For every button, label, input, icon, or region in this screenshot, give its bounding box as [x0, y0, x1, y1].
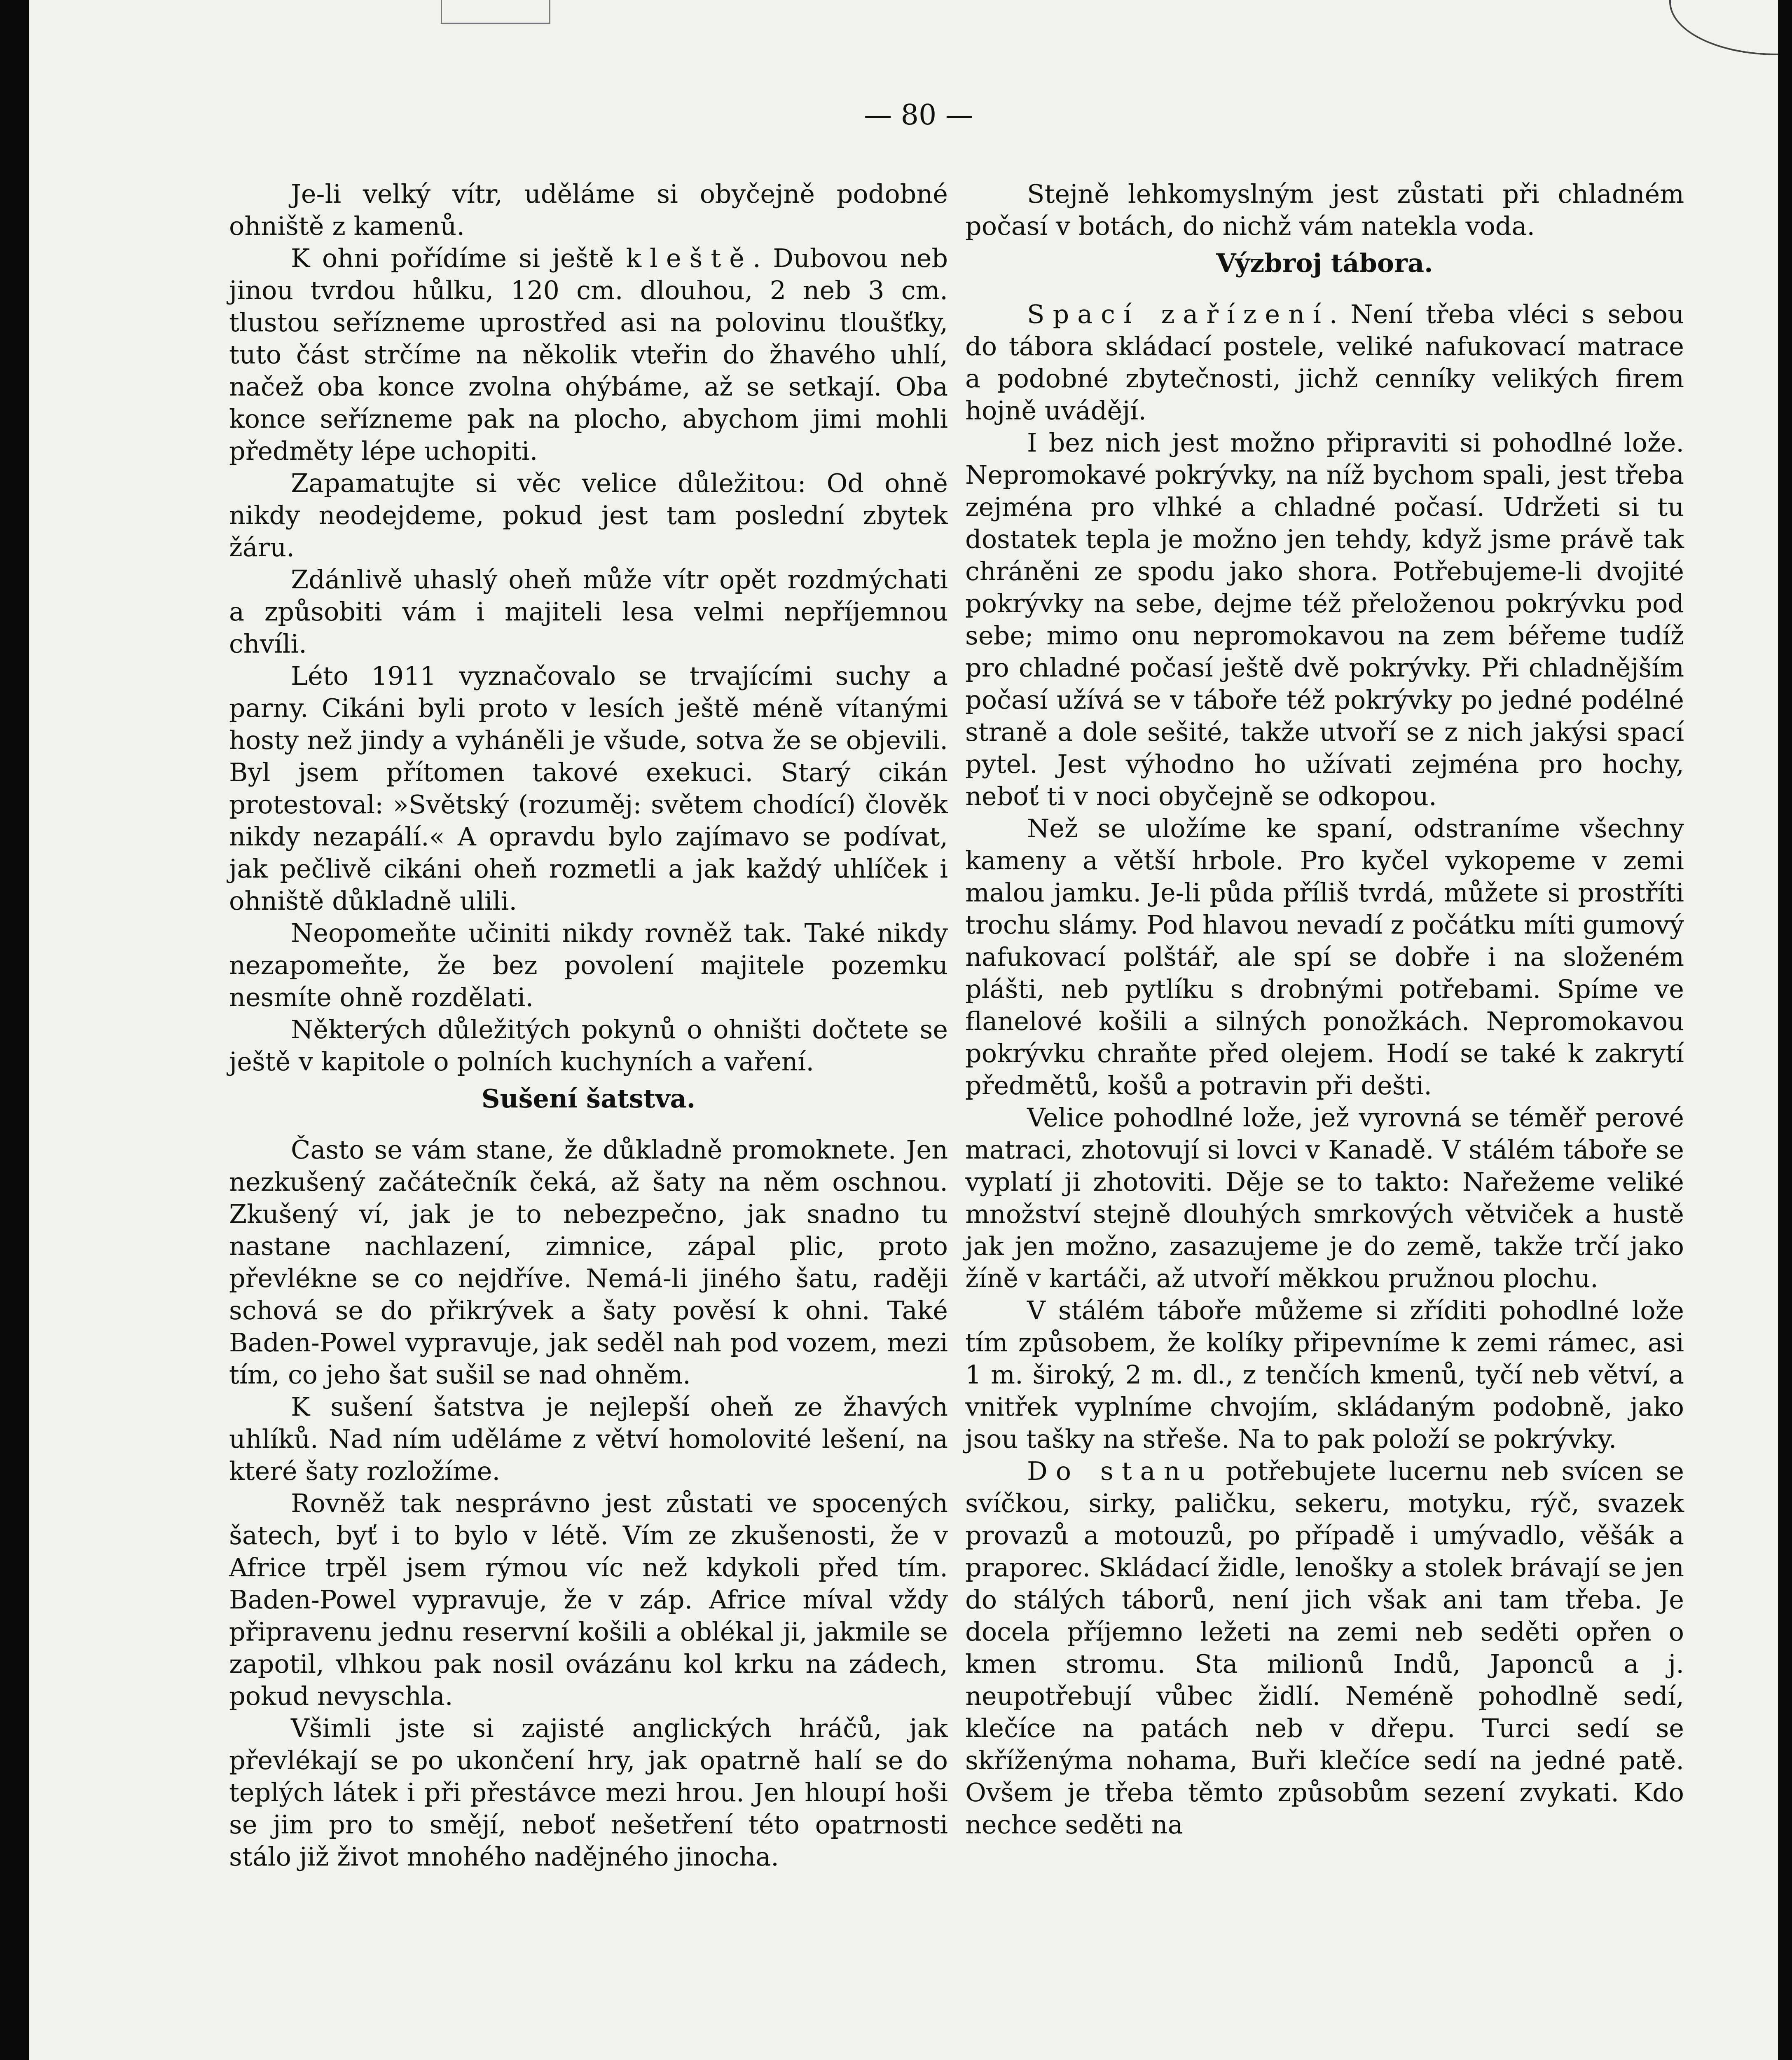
spaced-term: kleště — [626, 243, 753, 273]
page-number: — 80 — — [864, 99, 973, 131]
paragraph: I bez nich jest možno připraviti si pohodlné lože. Nepromokavé pokrývky, na níž bychom spali, jest třeba zejména pro vlhké a chladné počasí. Udržeti si tu dostatek tepla je možno jen tehdy, když jsme právě tak chráněni ze spodu jako shora. Potřebujeme-li dvojité pokrývky na sebe, dejme též přeloženou pokrývku pod sebe; mimo onu nepromokavou na zem béřeme tudíž pro chladné počasí ještě dvě pokrývky. Při chladnějším počasí užívá se v táboře též pokrývky po jedné podélné straně a dole sešité, takže utvoří se z nich jakýsi spací pytel. Jest výhodno ho užívati zejména pro hochy, neboť ti v noci obyčejně se odkopou. — [965, 428, 1684, 811]
paragraph: Neopomeňte učiniti nikdy rovněž tak. Také nikdy nezapomeňte, že bez povolení majitele pozemku nesmíte ohně rozdělati. — [229, 918, 948, 1012]
scan-border-left — [0, 0, 29, 2060]
text-run: K ohni pořídíme si ještě — [291, 243, 626, 273]
page-clip-mark — [441, 0, 550, 24]
left-column — [229, 178, 948, 1873]
paragraph — [229, 242, 948, 467]
spaced-term: Spací zařízení — [1027, 299, 1329, 329]
section-heading: Sušení šatstva. — [481, 1084, 696, 1114]
paragraph: Všimli jste si zajisté anglických hráčů, jak převlékají se po ukončení hry, jak opatrně halí se do teplých látek i při přestávce mezi hrou. Jen hloupí hoši se jim pro to smějí, neboť nešetření této opatrnosti stálo již život mnohého nadějného jinocha. — [229, 1713, 948, 1872]
paragraph: Často se vám stane, že důkladně promoknete. Jen nezkušený začátečník čeká, až šaty na něm oschnou. Zkušený ví, jak je to nebezpečno, jak snadno tu nastane nachlazení, zimnice, zápal plic, proto převlékne se co nejdříve. Nemá-li jiného šatu, raději schová se do přikrývek a šaty pověsí k ohni. Také Baden-Powel vypravuje, jak seděl nah pod vozem, mezi tím, co jeho šat sušil se nad ohněm. — [229, 1135, 948, 1390]
paragraph: Než se uložíme ke spaní, odstraníme všechny kameny a větší hrbole. Pro kyčel vykopeme v zemi malou jamku. Je-li půda příliš tvrdá, můžete si prostříti trochu slámy. Pod hlavou nevadí z počátku míti gumový nafukovací polštář, ale spí se dobře i na složeném plášti, neb pytlíku s drobnými potřebami. Spíme ve flanelové košili a silných ponožkách. Nepromokavou pokrývku chraňte před olejem. Hodí se také k zakrytí předmětů, košů a potravin při dešti. — [965, 813, 1684, 1100]
text-run: . Dubovou neb jinou tvrdou hůlku, 120 cm. dlouhou, 2 neb 3 cm. tlustou seřízneme uprostřed asi na polovinu tloušťky, tuto část strčíme na několik vteřin do žhavého uhlí, načež oba konce zvolna ohýbáme, až se setkají. Oba konce seřízneme pak na plocho, abychom jimi mohli předměty lépe uchopiti. — [229, 243, 948, 466]
page-corner-curl — [1669, 0, 1778, 55]
paragraph: Léto 1911 vyznačovalo se trvajícími suchy a parny. Cikáni byli proto v lesích ještě méně vítanými hosty než jindy a vyháněli je všude, sotva že se objevili. Byl jsem přítomen takové exekuci. Starý cikán protestoval: »Světský (rozuměj: světem chodící) člověk nikdy nezapálí.« A opravdu bylo zajímavo se podívat, jak pečlivě cikáni oheň rozmetli a jak každý uhlíček i ohniště důkladně ulili. — [229, 661, 948, 916]
paragraph: Zapamatujte si věc velice důležitou: Od ohně nikdy neodejdeme, pokud jest tam poslední zbytek žáru. — [229, 468, 948, 562]
paragraph: K sušení šatstva je nejlepší oheň ze žhavých uhlíků. Nad ním uděláme z větví homolovité lešení, na které šaty rozložíme. — [229, 1392, 948, 1486]
paragraph: Je-li velký vítr, uděláme si obyčejně podobné ohniště z kamenů. — [229, 179, 948, 241]
text-run: . Není třeba vléci s sebou do tábora skládací postele, veliké nafukovací matrace a podobné zbytečnosti, jichž cenníky velikých firem hojně uvádějí. — [965, 299, 1684, 426]
paragraph — [965, 298, 1684, 427]
section-heading: Výzbroj tábora. — [1216, 248, 1433, 278]
spaced-term: Do stanu — [1027, 1456, 1213, 1486]
paragraph: Některých důležitých pokynů o ohništi dočtete se ještě v kapitole o polních kuchyních a vaření. — [229, 1014, 948, 1077]
text-run: potřebujete lucernu neb svícen se svíčkou, sirky, paličku, sekeru, motyku, rýč, svazek provazů a motouzů, po případě i umývadlo, věšák a praporec. Skládací židle, lenošky a stolek brávají se jen do stálých táborů, není jich však ani tam třeba. Je docela příjemno ležeti na zemi neb seděti opřen o kmen stromu. Sta milionů Indů, Japonců a j. neupotřebují vůbec židlí. Neméně pohodlně sedí, klečíce na patách neb v dřepu. Turci sedí se skříženýma nohama, Buři klečíce sedí na jedné patě. Ovšem je třeba těmto způsobům sezení zvykati. Kdo nechce seděti na — [965, 1456, 1684, 1840]
paragraph: Velice pohodlné lože, jež vyrovná se téměř perové matraci, zhotovují si lovci v Kanadě. V stálém táboře se vyplatí ji zhotoviti. Děje se to takto: Nařežeme veliké množství stejně dlouhých smrkových větviček a hustě jak jen možno, zasazujeme je do země, takže trčí jako žíně v kartáči, až utvoří měkkou pružnou plochu. — [965, 1103, 1684, 1293]
paragraph: Rovněž tak nesprávno jest zůstati ve spocených šatech, byť i to bylo v létě. Vím ze zkušenosti, že v Africe trpěl jsem rýmou víc než kdykoli před tím. Baden-Powel vypravuje, že v záp. Africe míval vždy připravenu jednu reservní košili a oblékal ji, jakmile se zapotil, vlhkou pak nosil ovázánu kol krku na zádech, pokud nevyschla. — [229, 1488, 948, 1711]
right-column — [965, 178, 1684, 1841]
paragraph: Zdánlivě uhaslý oheň může vítr opět rozdmýchati a způsobiti vám i majiteli lesa velmi nepříjemnou chvíli. — [229, 564, 948, 659]
paragraph: Stejně lehkomyslným jest zůstati při chladném počasí v botách, do nichž vám natekla voda. — [965, 179, 1684, 241]
paragraph — [965, 1455, 1684, 1841]
scan-border-right — [1778, 0, 1792, 2060]
paragraph: V stálém táboře můžeme si zříditi pohodlné lože tím způsobem, že kolíky připevníme k zemi rámec, asi 1 m. široký, 2 m. dl., z tenčích kmenů, tyčí neb větví, a vnitřek vyplníme chvojím, skládaným podobně, jako jsou tašky na střeše. Na to pak položí se pokrývky. — [965, 1295, 1684, 1454]
